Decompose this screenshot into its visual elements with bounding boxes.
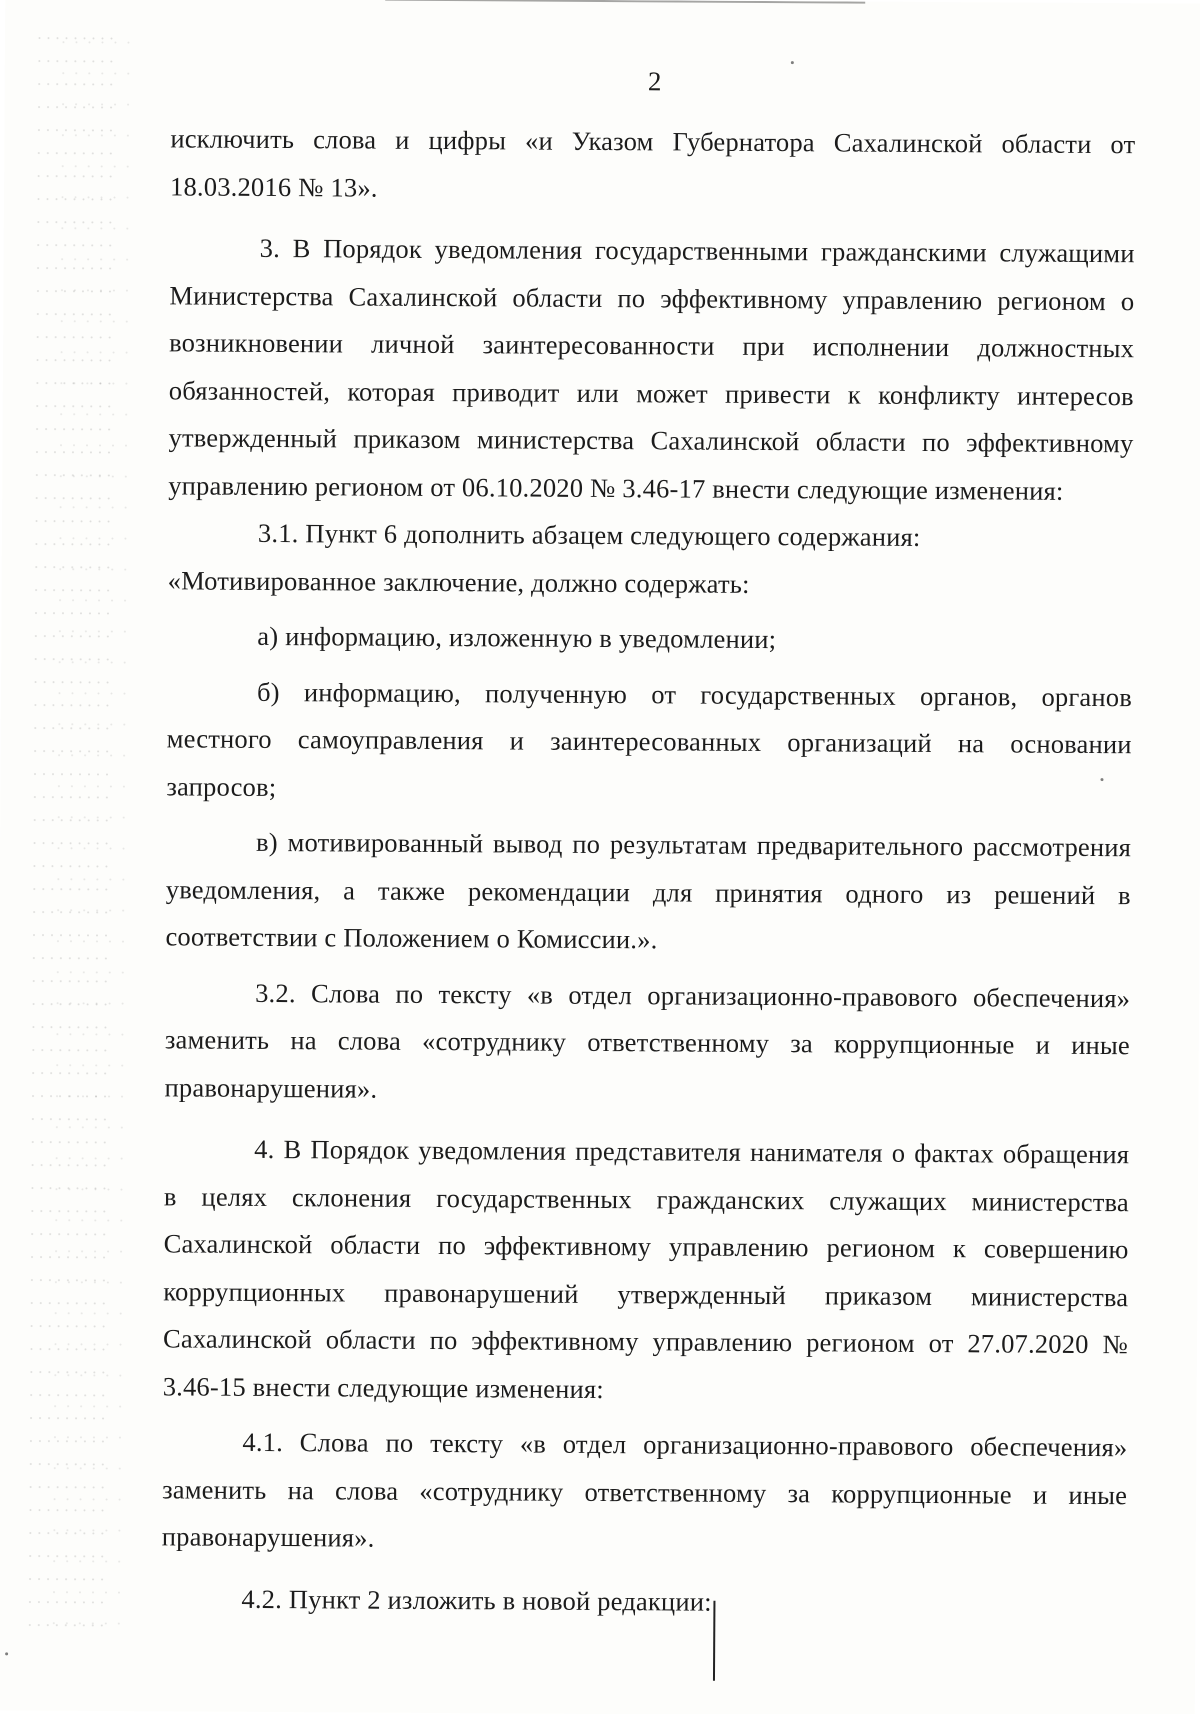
paragraph-section-4-2: 4.2. Пункт 2 изложить в новой редакции: (241, 1583, 712, 1617)
paragraph-item-a: а) информацию, изложенную в уведомлении; (257, 620, 777, 655)
scan-speck (5, 1652, 8, 1655)
paragraph-item-v: в) мотивированный вывод по результатам предварительного рассмотрения уведомления, а также рекомендации для принятия одного из решений в соответствии с Положением о Комиссии.». (165, 826, 1132, 955)
paragraph-section-3-1: 3.1. Пункт 6 дополнить абзацем следующего содержания: (257, 517, 921, 552)
paragraph-section-3-2: 3.2. Слова по тексту «в отдел организационно-правового обеспечения» заменить на слова «сотруднику ответственному за коррупционные и иные правонарушения». (164, 977, 1131, 1104)
paragraph-section-4: 4. В Порядок уведомления представителя нанимателя о фактах обращения в целях склонения государственных гражданских служащих министерства Сахалинской области по эффективному управлению регионом к совершению коррупционных правонарушений утвержденный приказом министерства Сахалинской области по эффективному управлению регионом от 27.07.2020 № 3.46-15 внести следующие изменения: (162, 1133, 1130, 1404)
paragraph-section-4-1: 4.1. Слова по тексту «в отдел организационно-правового обеспечения» заменить на слова «сотруднику ответственному за коррупционные и иные правонарушения». (161, 1426, 1128, 1553)
scan-edge-line (385, 0, 865, 4)
page-number: 2 (647, 66, 662, 97)
scan-artifact-line (713, 1601, 715, 1681)
document-body (161, 115, 1135, 1628)
scan-margin-noise (47, 27, 137, 1627)
scan-speck (791, 61, 794, 64)
paragraph-motivated-conclusion: «Мотивированное заключение, должно содержать: (167, 564, 750, 599)
paragraph-exclude-words: исключить слова и цифры «и Указом Губернатора Сахалинской области от 18.03.2016 № 13». (170, 123, 1136, 203)
paragraph-item-b: б) информацию, полученную от государственных органов, органов местного самоуправления и заинтересованных организаций на основании запросов; (166, 676, 1133, 802)
paragraph-section-3: 3. В Порядок уведомления государственными гражданскими служащими Министерства Сахалинской области по эффективному управлению регионом о возникновении личной заинтересованности при исполнении должностных обязанностей, которая приводит или может привести к конфликту интересов утвержденный приказом министерства Сахалинской области по эффективному управлению регионом от 06.10.2020 № 3.46-17 внести следующие изменения: (168, 232, 1135, 506)
